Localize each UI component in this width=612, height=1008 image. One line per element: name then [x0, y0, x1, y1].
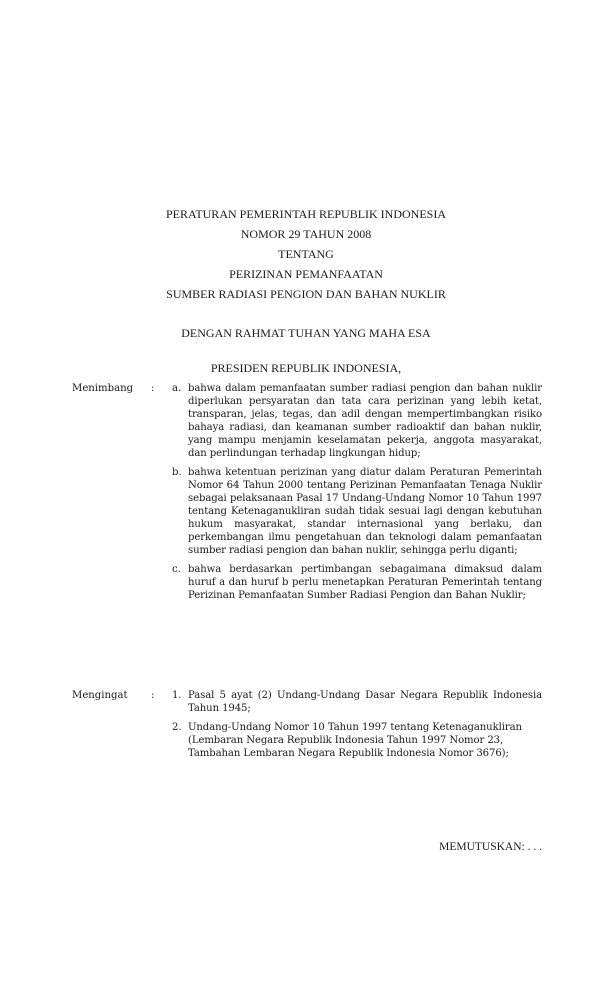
- title-line-subject-1: PERIZINAN PEMANFAATAN: [229, 267, 383, 281]
- item-text: bahwa ketentuan perizinan yang diatur dalam Peraturan Pemerintah Nomor 64 Tahun 2000 tentang Perizinan Pemanfaatan Tenaga Nuklir sebagai pelaksanaan Pasal 17 Undang-Undang Nomor 10 Tahun 1997 tentang Ketenaganukliran sudah tidak sesuai lagi dengan kebutuhan hukum masyarakat, standar internasional yang berlaku, dan perkembangan ilmu pengetahuan dan teknologi dalam pemanfaatan sumber radiasi pengion dan bahan nuklir, sehingga perlu diganti;: [188, 467, 542, 556]
- title-line-regulation-type: PERATURAN PEMERINTAH REPUBLIK INDONESIA: [165, 207, 447, 221]
- mengingat-colon: :: [151, 690, 155, 701]
- menimbang-label: Menimbang: [72, 383, 134, 394]
- title-line-about: TENTANG: [278, 247, 334, 261]
- menimbang-colon: :: [151, 383, 155, 394]
- menimbang-item-a: [172, 382, 542, 460]
- item-marker: 1.: [172, 690, 182, 701]
- menimbang-items: [172, 382, 542, 608]
- mengingat-label: Mengingat: [72, 690, 128, 701]
- menimbang-section: [72, 382, 542, 667]
- item-marker: 2.: [172, 722, 182, 733]
- mengingat-items: [172, 689, 542, 766]
- item-text: bahwa dalam pemanfaatan sumber radiasi pengion dan bahan nuklir diperlukan persyaratan dan tata cara perizinan yang lebih ketat, transparan, jelas, tegas, dan adil dengan mempertimbangkan risiko bahaya radiasi, dan keamanan sumber radioaktif dan bahan nuklir, yang mampu menjamin keselamatan pekerja, anggota masyarakat, dan perlindungan terhadap lingkungan hidup;: [188, 383, 542, 459]
- item-marker: c.: [172, 564, 181, 575]
- item-text: Undang-Undang Nomor 10 Tahun 1997 tentang Ketenaganukliran (Lembaran Negara Republik Indonesia Tahun 1997 Nomor 23, Tambahan Lembaran Negara Republik Indonesia Nomor 3676);: [188, 722, 522, 759]
- menimbang-item-c: [172, 563, 542, 602]
- item-text: Pasal 5 ayat (2) Undang-Undang Dasar Negara Republik Indonesia Tahun 1945;: [188, 690, 542, 714]
- item-text: bahwa berdasarkan pertimbangan sebagaimana dimaksud dalam huruf a dan huruf b perlu menetapkan Peraturan Pemerintah tentang Perizinan Pemanfaatan Sumber Radiasi Pengion dan Bahan Nuklir;: [188, 564, 542, 601]
- regulation-title: [0, 204, 612, 304]
- menimbang-item-b: [172, 466, 542, 557]
- title-line-subject-2: SUMBER RADIASI PENGION DAN BAHAN NUKLIR: [166, 287, 446, 301]
- mengingat-item-1: [172, 689, 542, 715]
- mengingat-item-2: [172, 721, 542, 760]
- title-line-number-year: NOMOR 29 TAHUN 2008: [240, 227, 372, 241]
- item-marker: b.: [172, 467, 182, 478]
- mengingat-section: [72, 689, 542, 789]
- authority-heading: PRESIDEN REPUBLIK INDONESIA,: [210, 361, 402, 375]
- invocation: DENGAN RAHMAT TUHAN YANG MAHA ESA: [181, 326, 431, 340]
- item-marker: a.: [172, 383, 182, 394]
- continuation-marker: MEMUTUSKAN: . . .: [439, 841, 542, 853]
